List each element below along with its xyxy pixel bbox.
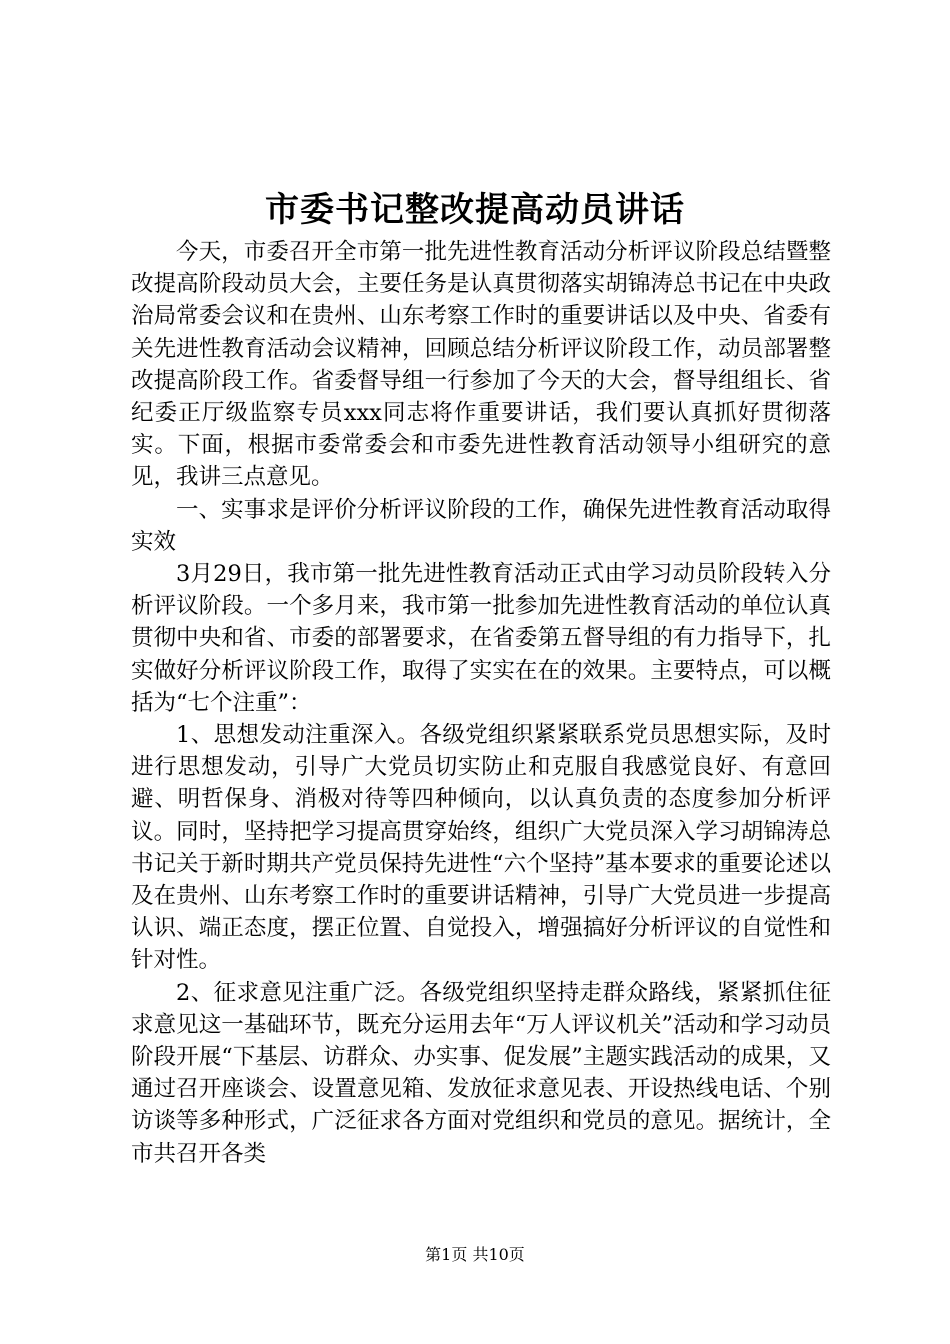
paragraph-point-1: 1、思想发动注重深入。各级党组织紧紧联系党员思想实际，及时进行思想发动，引导广大党员切实防止和克服自我感觉良好、有意回避、明哲保身、消极对待等四种倾向，以认真负责的态度参加分析评议。同时，坚持把学习提高贯穿始终，组织广大党员深入学习胡锦涛总书记关于新时期共产党员保持先进性“六个坚持”基本要求的重要论述以及在贵州、山东考察工作时的重要讲话精神，引导广大党员进一步提高认识、端正态度，摆正位置、自觉投入，增强搞好分析评议的自觉性和针对性。	[131, 722, 831, 974]
page-number: 第1页 共10页	[425, 1245, 525, 1264]
paragraph-point-2: 2、征求意见注重广泛。各级党组织坚持走群众路线，紧紧抓住征求意见这一基础环节，既充分运用去年“万人评议机关”活动和学习动员阶段开展“下基层、访群众、办实事、促发展”主题实践活动的成果，又通过召开座谈会、设置意见箱、发放征求意见表、开设热线电话、个别访谈等多种形式，广泛征求各方面对党组织和党员的意见。据统计，全市共召开各类	[131, 979, 831, 1167]
paragraph-overview: 3月29日，我市第一批先进性教育活动正式由学习动员阶段转入分析评议阶段。一个多月来，我市第一批参加先进性教育活动的单位认真贯彻中央和省、市委的部署要求，在省委第五督导组的有力指导下，扎实做好分析评议阶段工作，取得了实实在在的效果。主要特点，可以概括为“七个注重”：	[131, 561, 831, 716]
section-heading-1: 一、实事求是评价分析评议阶段的工作，确保先进性教育活动取得实效	[131, 496, 831, 555]
paragraph-intro: 今天，市委召开全市第一批先进性教育活动分析评议阶段总结暨整改提高阶段动员大会，主要任务是认真贯彻落实胡锦涛总书记在中央政治局常委会议和在贵州、山东考察工作时的重要讲话以及中央、省委有关先进性教育活动会议精神，回顾总结分析评议阶段工作，动员部署整改提高阶段工作。省委督导组一行参加了今天的大会，督导组组长、省纪委正厅级监察专员xxx同志将作重要讲话，我们要认真抓好贯彻落实。下面，根据市委常委会和市委先进性教育活动领导小组研究的意见，我讲三点意见。	[131, 239, 831, 491]
page-title: 市委书记整改提高动员讲话	[265, 190, 685, 230]
document-body	[131, 236, 831, 1170]
